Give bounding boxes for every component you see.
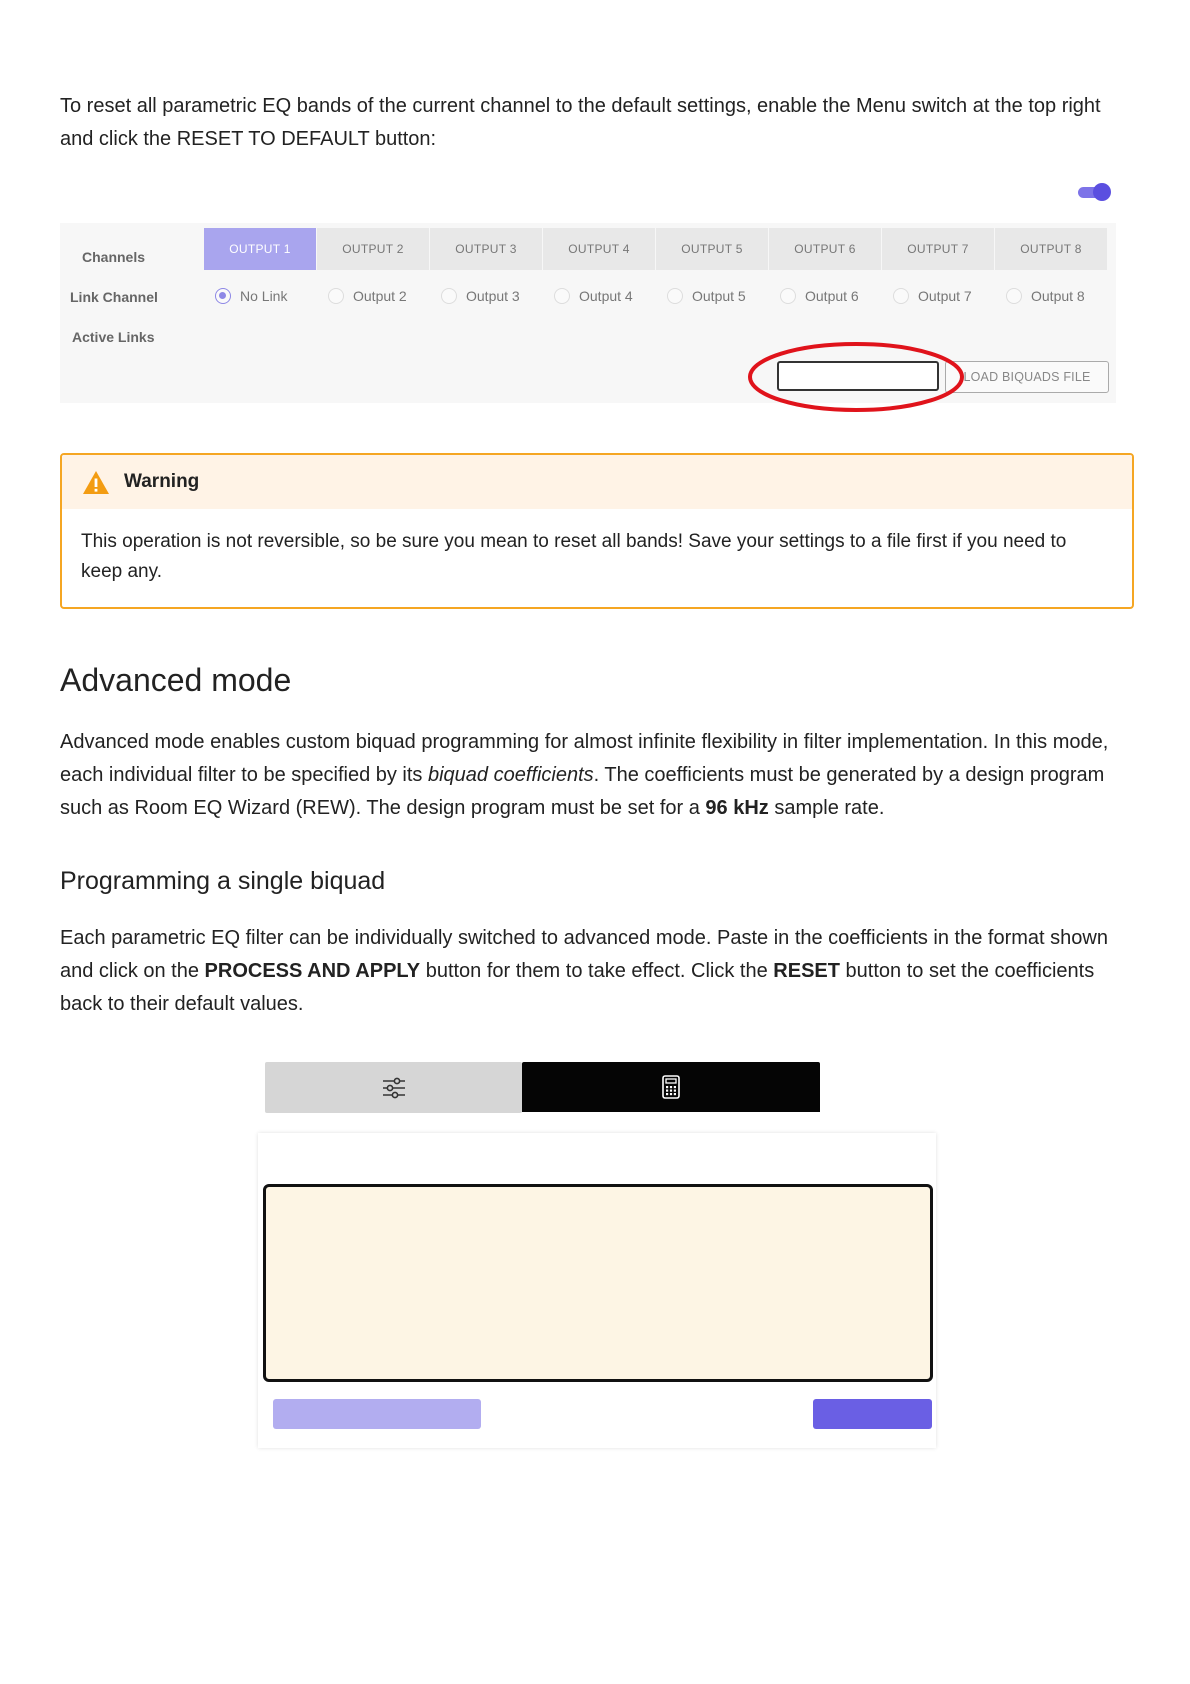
toggle-knob	[1093, 183, 1111, 201]
single-biquad-heading: Programming a single biquad	[60, 867, 386, 895]
parametric-eq-mode-tab[interactable]	[265, 1062, 522, 1113]
radio-button[interactable]	[1006, 288, 1022, 304]
radio-button[interactable]	[554, 288, 570, 304]
tab-output-4[interactable]: OUTPUT 4	[543, 228, 655, 270]
link-option-output-6[interactable]	[780, 285, 859, 307]
highlight-ellipse	[746, 339, 966, 415]
radio-button[interactable]	[780, 288, 796, 304]
advanced-mode-tab[interactable]	[522, 1062, 820, 1112]
link-option-no-link[interactable]	[215, 285, 287, 307]
active-links-label: Active Links	[72, 329, 155, 345]
radio-button[interactable]	[328, 288, 344, 304]
advanced-mode-heading: Advanced mode	[60, 662, 292, 698]
tab-output-1[interactable]: OUTPUT 1	[204, 228, 316, 270]
bold-term: PROCESS AND APPLY	[204, 960, 421, 982]
link-option-output-3[interactable]	[441, 285, 520, 307]
single-biquad-paragraph	[60, 922, 1130, 1021]
warning-title: Warning	[124, 471, 200, 492]
text-run: . The coefficients must be generated by a design program such as Room EQ Wizard (REW). The design program must be set for a	[60, 764, 1105, 819]
process-and-apply-button[interactable]	[813, 1399, 932, 1429]
link-option-output-5[interactable]	[667, 285, 746, 307]
link-option-output-8[interactable]	[1006, 285, 1085, 307]
warning-body: This operation is not reversible, so be sure you mean to reset all bands! Save your settings to a file first if you need to keep any.	[81, 531, 1067, 582]
link-option-label: Output 2	[353, 288, 407, 304]
radio-button[interactable]	[215, 288, 231, 304]
radio-button[interactable]	[441, 288, 457, 304]
channels-label: Channels	[82, 249, 146, 265]
intro-paragraph: To reset all parametric EQ bands of the current channel to the default settings, enable the Menu switch at the top right and click the RESET TO DEFAULT button:	[60, 95, 1101, 150]
link-option-label: Output 5	[692, 288, 746, 304]
biquad-coefficients-textarea[interactable]	[263, 1184, 933, 1382]
link-option-label: No Link	[240, 288, 288, 304]
load-biquads-file-button[interactable]: LOAD BIQUADS FILE	[945, 361, 1109, 393]
link-option-label: Output 4	[579, 288, 633, 304]
text-run: sample rate.	[768, 797, 885, 819]
tab-output-5[interactable]: OUTPUT 5	[656, 228, 768, 270]
tab-output-6[interactable]: OUTPUT 6	[769, 228, 881, 270]
calculator-icon	[662, 1075, 680, 1099]
bold-term: RESET	[773, 960, 840, 982]
text-run: Each parametric EQ filter can be individually switched to advanced mode. Paste in the coefficients in the format shown and click on the	[60, 927, 1108, 982]
menu-toggle-switch[interactable]	[1078, 183, 1112, 201]
text-run: Advanced mode enables custom biquad programming for almost infinite flexibility in filter implementation. In this mode, each individual filter to be specified by its	[60, 731, 1109, 786]
link-option-label: Output 3	[466, 288, 520, 304]
tab-output-2[interactable]: OUTPUT 2	[317, 228, 429, 270]
link-option-output-2[interactable]	[328, 285, 407, 307]
text-run: button for them to take effect. Click the	[420, 960, 774, 982]
radio-button[interactable]	[893, 288, 909, 304]
sliders-icon	[382, 1077, 406, 1099]
italic-term: biquad coefficients	[427, 764, 594, 786]
tab-output-3[interactable]: OUTPUT 3	[430, 228, 542, 270]
reset-button[interactable]	[273, 1399, 481, 1429]
link-channel-label: Link Channel	[70, 289, 158, 305]
tab-output-7[interactable]: OUTPUT 7	[882, 228, 994, 270]
bold-term: 96 kHz	[705, 797, 769, 819]
link-option-output-7[interactable]	[893, 285, 972, 307]
warning-callout	[60, 453, 1134, 609]
radio-button[interactable]	[667, 288, 683, 304]
tab-output-8[interactable]: OUTPUT 8	[995, 228, 1107, 270]
warning-triangle-icon	[82, 470, 110, 495]
link-option-label: Output 7	[918, 288, 972, 304]
advanced-mode-paragraph	[60, 726, 1130, 825]
link-option-label: Output 6	[805, 288, 859, 304]
link-option-label: Output 8	[1031, 288, 1085, 304]
text-run: button to set the coefficients back to their default values.	[60, 960, 1095, 1015]
link-option-output-4[interactable]	[554, 285, 633, 307]
warning-header	[62, 455, 1132, 509]
